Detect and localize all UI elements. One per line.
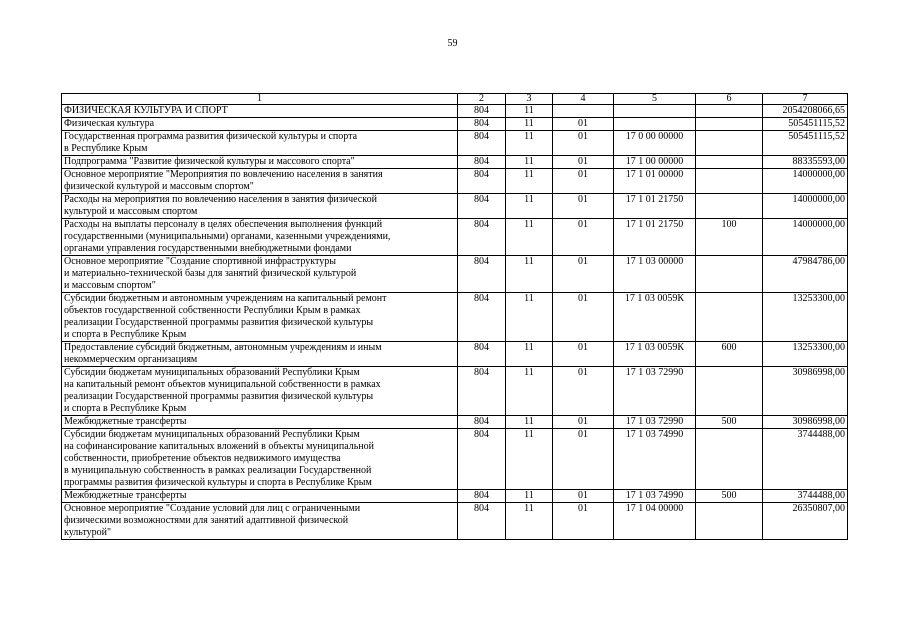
row-expense-code: 100 [696, 219, 763, 256]
table-row [62, 194, 848, 219]
row-ministry-code: 804 [458, 367, 506, 416]
column-number-target: 5 [614, 94, 696, 105]
row-subsection-code: 01 [553, 490, 614, 503]
row-subsection-code: 01 [553, 118, 614, 131]
row-ministry-code: 804 [458, 156, 506, 169]
row-target-code: 17 1 03 72990 [614, 416, 696, 429]
row-amount: 30986998,00 [763, 416, 848, 429]
row-amount: 505451115,52 [763, 131, 848, 156]
row-name: Подпрограмма "Развитие физической культуры и массового спорта" [62, 156, 458, 169]
row-section-code: 11 [506, 342, 553, 367]
row-amount: 14000000,00 [763, 219, 848, 256]
row-name: ФИЗИЧЕСКАЯ КУЛЬТУРА И СПОРТ [62, 105, 458, 118]
row-subsection-code: 01 [553, 169, 614, 194]
column-number-amount: 7 [763, 94, 848, 105]
row-name: Межбюджетные трансферты [62, 490, 458, 503]
row-amount: 88335593,00 [763, 156, 848, 169]
row-expense-code [696, 105, 763, 118]
row-ministry-code: 804 [458, 118, 506, 131]
row-target-code [614, 118, 696, 131]
row-section-code: 11 [506, 367, 553, 416]
table-row [62, 429, 848, 490]
row-name: Субсидии бюджетным и автономным учреждениям на капитальный ремонт объектов государственной собственности Республики Крым в рамках реализации Государственной программы развития физической культуры и спорта в Республике Крым [62, 293, 458, 342]
row-section-code: 11 [506, 156, 553, 169]
row-amount: 14000000,00 [763, 194, 848, 219]
row-ministry-code: 804 [458, 219, 506, 256]
row-expense-code [696, 367, 763, 416]
row-section-code: 11 [506, 131, 553, 156]
row-expense-code: 500 [696, 416, 763, 429]
row-expense-code: 600 [696, 342, 763, 367]
table-row [62, 367, 848, 416]
row-name: Субсидии бюджетам муниципальных образований Республики Крым на софинансирование капитальных вложений в объекты муниципальной собственности, приобретение объектов недвижимого имущества в муниципальную собственность в рамках реализации Государственной программы развития физической культуры и спорта в Республике Крым [62, 429, 458, 490]
row-subsection-code: 01 [553, 219, 614, 256]
row-expense-code [696, 169, 763, 194]
row-ministry-code: 804 [458, 416, 506, 429]
row-target-code: 17 1 03 74990 [614, 490, 696, 503]
row-target-code: 17 1 03 72990 [614, 367, 696, 416]
table-row [62, 503, 848, 540]
table-row [62, 256, 848, 293]
row-expense-code [696, 429, 763, 490]
row-section-code: 11 [506, 219, 553, 256]
row-amount: 30986998,00 [763, 367, 848, 416]
row-expense-code [696, 156, 763, 169]
row-amount: 14000000,00 [763, 169, 848, 194]
row-subsection-code: 01 [553, 293, 614, 342]
row-target-code: 17 0 00 00000 [614, 131, 696, 156]
row-name: Физическая культура [62, 118, 458, 131]
row-subsection-code: 01 [553, 256, 614, 293]
row-subsection-code: 01 [553, 429, 614, 490]
row-subsection-code: 01 [553, 342, 614, 367]
row-name: Расходы на мероприятия по вовлечению населения в занятия физической культурой и массовым спортом [62, 194, 458, 219]
column-number-row [62, 94, 848, 105]
row-subsection-code: 01 [553, 416, 614, 429]
row-expense-code [696, 194, 763, 219]
table-row [62, 490, 848, 503]
row-name: Основное мероприятие "Создание спортивной инфраструктуры и материально-технической базы для занятий физической культурой и массовым спортом" [62, 256, 458, 293]
row-amount: 505451115,52 [763, 118, 848, 131]
row-section-code: 11 [506, 490, 553, 503]
row-target-code: 17 1 00 00000 [614, 156, 696, 169]
row-amount: 3744488,00 [763, 490, 848, 503]
row-section-code: 11 [506, 169, 553, 194]
row-section-code: 11 [506, 503, 553, 540]
row-subsection-code: 01 [553, 503, 614, 540]
row-expense-code [696, 256, 763, 293]
row-amount: 13253300,00 [763, 342, 848, 367]
row-ministry-code: 804 [458, 342, 506, 367]
row-expense-code [696, 118, 763, 131]
table-row [62, 293, 848, 342]
row-expense-code: 500 [696, 490, 763, 503]
row-ministry-code: 804 [458, 169, 506, 194]
row-ministry-code: 804 [458, 490, 506, 503]
row-amount: 47984786,00 [763, 256, 848, 293]
row-name: Основное мероприятие "Создание условий для лиц с ограниченными физическими возможностями для занятий адаптивной физической культурой" [62, 503, 458, 540]
table-row [62, 105, 848, 118]
row-amount: 3744488,00 [763, 429, 848, 490]
column-number-name: 1 [62, 94, 458, 105]
row-ministry-code: 804 [458, 131, 506, 156]
row-target-code: 17 1 03 74990 [614, 429, 696, 490]
row-subsection-code [553, 105, 614, 118]
table-row [62, 169, 848, 194]
budget-table [61, 93, 848, 540]
row-target-code: 17 1 01 00000 [614, 169, 696, 194]
table-row [62, 118, 848, 131]
row-section-code: 11 [506, 118, 553, 131]
table-row [62, 219, 848, 256]
row-section-code: 11 [506, 105, 553, 118]
row-amount: 26350807,00 [763, 503, 848, 540]
row-target-code: 17 1 01 21750 [614, 219, 696, 256]
row-amount: 13253300,00 [763, 293, 848, 342]
row-expense-code [696, 131, 763, 156]
row-target-code [614, 105, 696, 118]
row-ministry-code: 804 [458, 256, 506, 293]
row-name: Основное мероприятие "Мероприятия по вовлечению населения в занятия физической культурой и массовым спортом" [62, 169, 458, 194]
row-target-code: 17 1 04 00000 [614, 503, 696, 540]
row-name: Расходы на выплаты персоналу в целях обеспечения выполнения функций государственными (муниципальными) органами, казенными учреждениями, органами управления государственными внебюджетными фондами [62, 219, 458, 256]
row-amount: 2054208066,65 [763, 105, 848, 118]
row-ministry-code: 804 [458, 429, 506, 490]
table-row [62, 342, 848, 367]
row-section-code: 11 [506, 256, 553, 293]
row-ministry-code: 804 [458, 293, 506, 342]
row-target-code: 17 1 03 0059К [614, 293, 696, 342]
row-ministry-code: 804 [458, 194, 506, 219]
row-section-code: 11 [506, 293, 553, 342]
row-name: Предоставление субсидий бюджетным, автономным учреждениям и иным некоммерческим организациям [62, 342, 458, 367]
table-row [62, 156, 848, 169]
row-subsection-code: 01 [553, 156, 614, 169]
row-ministry-code: 804 [458, 503, 506, 540]
row-name: Государственная программа развития физической культуры и спорта в Республике Крым [62, 131, 458, 156]
row-subsection-code: 01 [553, 131, 614, 156]
row-target-code: 17 1 03 00000 [614, 256, 696, 293]
table-row [62, 131, 848, 156]
page-number: 59 [447, 38, 458, 49]
column-number-ministry: 2 [458, 94, 506, 105]
row-section-code: 11 [506, 416, 553, 429]
row-name: Субсидии бюджетам муниципальных образований Республики Крым на капитальный ремонт объектов муниципальной собственности в рамках реализации Государственной программы развития физической культуры и спорта в Республике Крым [62, 367, 458, 416]
row-subsection-code: 01 [553, 194, 614, 219]
row-target-code: 17 1 01 21750 [614, 194, 696, 219]
row-subsection-code: 01 [553, 367, 614, 416]
row-target-code: 17 1 03 0059К [614, 342, 696, 367]
row-ministry-code: 804 [458, 105, 506, 118]
row-section-code: 11 [506, 429, 553, 490]
column-number-expense: 6 [696, 94, 763, 105]
row-section-code: 11 [506, 194, 553, 219]
row-expense-code [696, 503, 763, 540]
column-number-subsection: 4 [553, 94, 614, 105]
row-expense-code [696, 293, 763, 342]
table-row [62, 416, 848, 429]
column-number-section: 3 [506, 94, 553, 105]
row-name: Межбюджетные трансферты [62, 416, 458, 429]
